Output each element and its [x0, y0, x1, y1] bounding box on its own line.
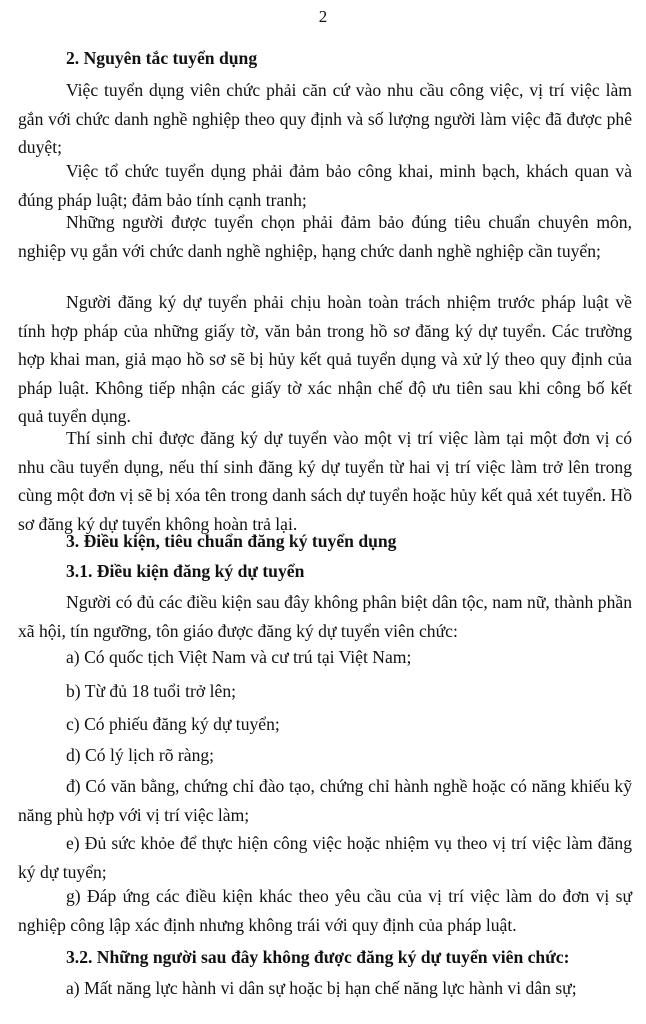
section-2-paragraph-2: Việc tổ chức tuyển dụng phải đảm bảo công khai, minh bạch, khách quan và đúng pháp luật; đảm bảo tính cạnh tranh;	[18, 161, 632, 210]
section-2-paragraph-3: Những người được tuyển chọn phải đảm bảo đúng tiêu chuẩn chuyên môn, nghiệp vụ gắn với chức danh nghề nghiệp, hạng chức danh nghề nghiệp cần tuyển;	[18, 212, 632, 261]
exclusion-a: a) Mất năng lực hành vi dân sự hoặc bị hạn chế năng lực hành vi dân sự;	[66, 978, 577, 998]
section-3-2-heading: 3.2. Những người sau đây không được đăng ký dự tuyển viên chức:	[66, 947, 570, 967]
condition-e: e) Đủ sức khỏe để thực hiện công việc hoặc nhiệm vụ theo vị trí việc làm đăng ký dự tuyển;	[18, 833, 632, 882]
section-2-paragraph-5: Thí sinh chỉ được đăng ký dự tuyển vào một vị trí việc làm tại một đơn vị có nhu cầu tuyển dụng, nếu thí sinh đăng ký dự tuyển từ hai vị trí việc làm trở lên trong cùng một đơn vị sẽ bị xóa tên trong danh sách dự tuyển hoặc hủy kết quả xét tuyển. Hồ sơ đăng ký dự tuyển không hoàn trả lại.	[18, 428, 632, 534]
condition-dd: đ) Có văn bằng, chứng chỉ đào tạo, chứng chỉ hành nghề hoặc có năng khiếu kỹ năng phù hợp với vị trí việc làm;	[18, 776, 632, 825]
condition-b: b) Từ đủ 18 tuổi trở lên;	[66, 681, 237, 701]
condition-a: a) Có quốc tịch Việt Nam và cư trú tại Việt Nam;	[66, 647, 412, 667]
section-3-heading: 3. Điều kiện, tiêu chuẩn đăng ký tuyển dụng	[66, 531, 397, 551]
section-2-paragraph-4: Người đăng ký dự tuyển phải chịu hoàn toàn trách nhiệm trước pháp luật về tính hợp pháp của những giấy tờ, văn bản trong hồ sơ đăng ký dự tuyển. Các trường hợp khai man, giả mạo hồ sơ sẽ bị hủy kết quả tuyển dụng và xử lý theo quy định của pháp luật. Không tiếp nhận các giấy tờ xác nhận chế độ ưu tiên sau khi công bố kết quả tuyển dụng.	[18, 292, 632, 426]
section-2-paragraph-1: Việc tuyển dụng viên chức phải căn cứ vào nhu cầu công việc, vị trí việc làm gắn với chức danh nghề nghiệp theo quy định và số lượng người làm việc đã được phê duyệt;	[18, 80, 632, 157]
section-2-heading: 2. Nguyên tắc tuyển dụng	[66, 48, 258, 68]
section-3-1-heading: 3.1. Điều kiện đăng ký dự tuyển	[66, 561, 305, 581]
condition-g: g) Đáp ứng các điều kiện khác theo yêu cầu của vị trí việc làm do đơn vị sự nghiệp công lập xác định nhưng không trái với quy định của pháp luật.	[18, 886, 632, 935]
condition-c: c) Có phiếu đăng ký dự tuyển;	[66, 714, 280, 734]
condition-d: d) Có lý lịch rõ ràng;	[66, 745, 215, 765]
page-number: 2	[318, 7, 328, 26]
section-3-1-intro: Người có đủ các điều kiện sau đây không phân biệt dân tộc, nam nữ, thành phần xã hội, tín ngưỡng, tôn giáo được đăng ký dự tuyển viên chức:	[18, 592, 632, 641]
